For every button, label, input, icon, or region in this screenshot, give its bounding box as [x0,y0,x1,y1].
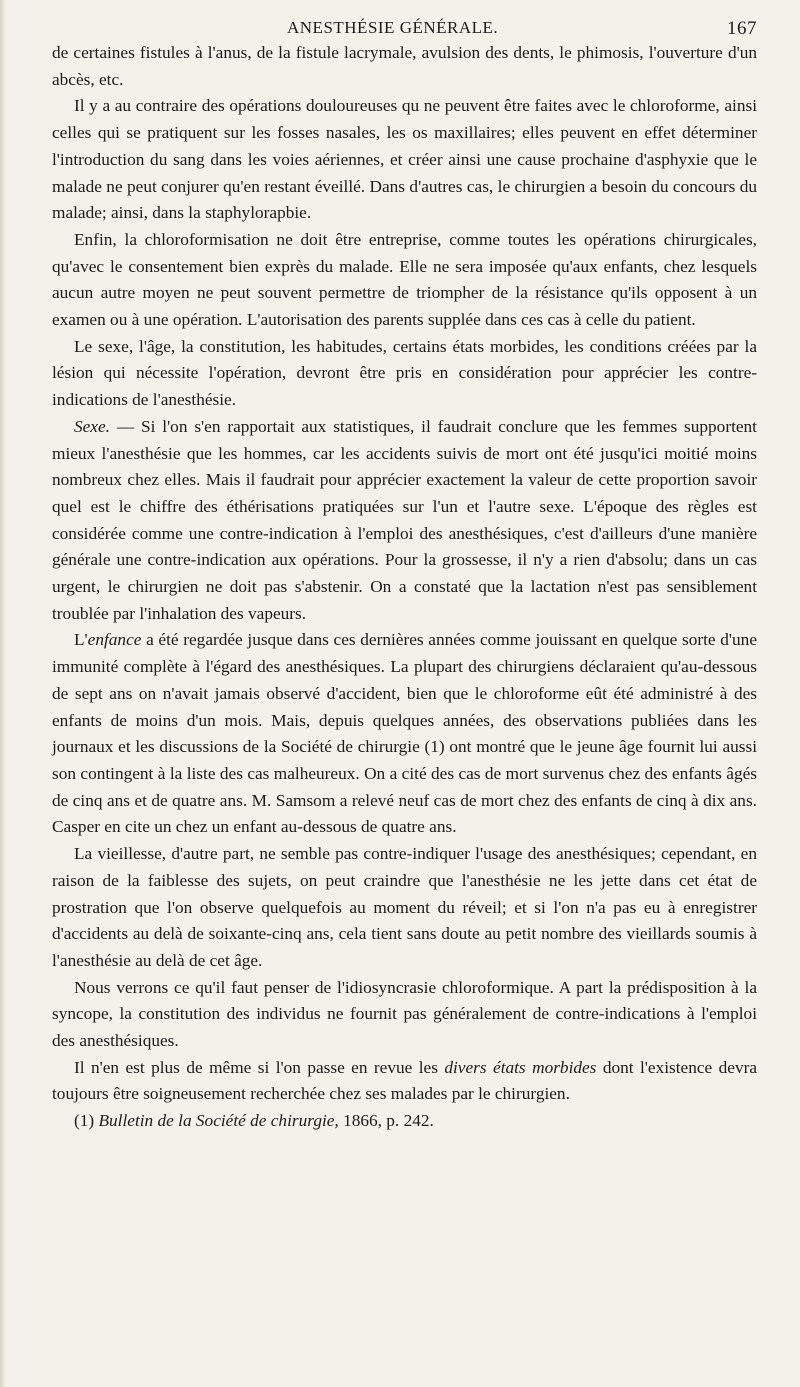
paragraph-4: Le sexe, l'âge, la constitution, les habitudes, certains états morbides, les conditions créées par la lésion qui nécessite l'opération, devront être pris en considération pour apprécier les contre-indications de l'anesthésie. [52,336,757,410]
section-lead-sexe: Sexe. [74,416,110,436]
page-edge-shadow [0,0,6,1387]
paragraph-sexe: Sexe. — Si l'on s'en rapportait aux statistiques, il faudrait conclure que les femmes supportent mieux l'anesthésie que les hommes, car les accidents suivis de mort ont été jusqu'ici moitié moins nombreux chez elles. Mais il faudrait pour apprécier exactement la valeur de cette proportion savoir quel est le chiffre des éthérisations pratiquées sur l'un et l'autre sexe. L'époque des règles est considérée comme une contre-indication à l'emploi des anesthésiques, c'est d'ailleurs d'une manière générale une contre-indication aux opérations. Pour la grossesse, il n'y a rien d'absolu; dans un cas urgent, le chirurgien ne doit pas s'abstenir. On a constaté que la lactation n'est pas sensiblement troublée par l'inhalation des vapeurs. [52,416,757,623]
paragraph-etats-morbides: Il n'en est plus de même si l'on passe en revue les divers états morbides dont l'existence devra toujours être soigneusement recherchée chez ses malades par le chirurgien. [52,1057,758,1104]
running-title: ANESTHÉSIE GÉNÉRALE. [287,18,499,37]
paragraph-3: Enfin, la chloroformisation ne doit être entreprise, comme toutes les opérations chirurgicales, qu'avec le consentement bien exprès du malade. Elle ne sera imposée qu'aux enfants, chez lesquels aucun autre moyen ne peut souvent permettre de triompher de la résistance qu'ils opposent à un examen ou à une opération. L'autorisation des parents supplée dans ces cas à celle du patient. [52,229,757,330]
section-lead-enfance: enfance [87,630,142,650]
paragraph-idiosyncrasie: Nous verrons ce qu'il faut penser de l'idiosyncrasie chloroformique. A part la prédisposition à la syncope, la constitution des individus ne fournit pas généralement de contre-indications à l'emploi des anesthésiques. [52,977,757,1051]
body-text [52,40,757,1135]
running-header [52,12,757,40]
footnote-rest: 1866, p. 242. [338,1111,434,1131]
footnote-title: Bulletin de la Société de chirurgie, [98,1111,339,1131]
paragraph-2: Il y a au contraire des opérations douloureuses qu ne peuvent être faites avec le chloroforme, ainsi celles qui se pratiquent sur les fosses nasales, les os maxillaires; elles peuvent en effet déterminer l'introduction du sang dans les voies aériennes, et créer ainsi une cause prochaine d'asphyxie que le malade ne peut conjurer qu'en restant éveillé. Dans d'autres cas, le chirurgien a besoin du concours du malade; ainsi, dans la staphylorapbie. [52,96,757,223]
italic-phrase: divers états morbides [444,1057,597,1077]
paragraph-vieillesse: La vieillesse, d'autre part, ne semble pas contre-indiquer l'usage des anesthésiques; cependant, en raison de la faiblesse des sujets, on peut craindre que l'anesthésie ne les jette dans cet état de prostration que l'on observe quelquefois au moment du réveil; et si l'on n'a pas eu à enregistrer d'accidents au delà de soixante-cinq ans, cela tient sans doute au petit nombre des vieillards soumis à l'anesthésie au delà de cet âge. [52,844,757,970]
book-page [52,12,757,1135]
paragraph-1: de certaines fistules à l'anus, de la fistule lacrymale, avulsion des dents, le phimosis, l'ouverture d'un abcès, etc. [52,43,757,89]
footnote [52,1108,757,1135]
footnote-marker: (1) [74,1111,95,1131]
paragraph-enfance: L'enfance a été regardée jusque dans ces dernières années comme jouissant en quelque sorte d'une immunité complète à l'égard des anesthésiques. La plupart des chirurgiens déclaraient qu'au-dessous de sept ans on n'avait jamais observé d'accident, bien que le chloroforme eût été administré à des enfants de moins d'un mois. Mais, depuis quelques années, des observations publiées dans les journaux et les discussions de la Société de chirurgie (1) ont montré que le jeune âge fournit lui aussi son contingent à la liste des cas malheureux. On a cité des cas de mort survenus chez des enfants âgés de cinq ans et de quatre ans. M. Samsom a relevé neuf cas de mort chez des enfants de cinq à dix ans. Casper en cite un chez un enfant au-dessous de quatre ans. [52,630,757,837]
page-number: 167 [727,18,757,39]
